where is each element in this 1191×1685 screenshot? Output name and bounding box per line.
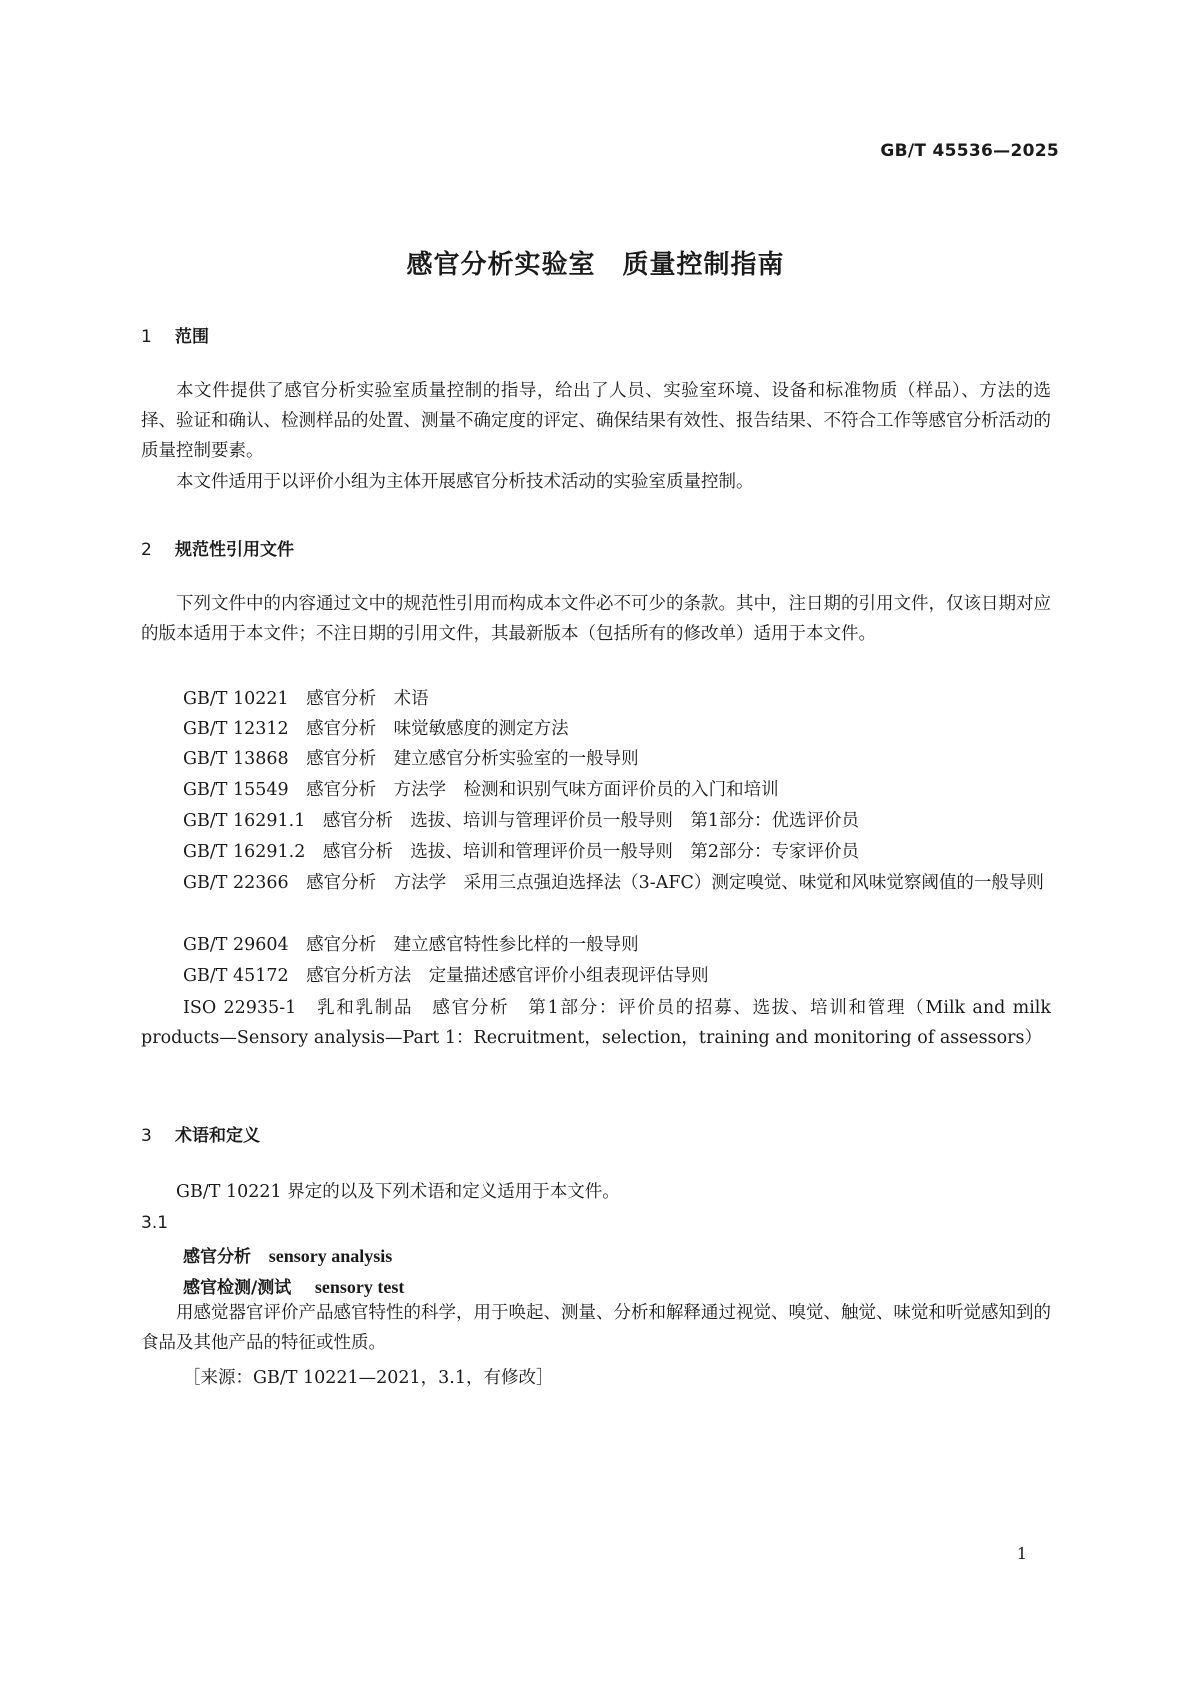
reference-item: ISO 22935-1 乳和乳制品 感官分析 第1部分：评价员的招募、选拔、培训和管理（Milk and milk products—Sensory analysis—Part 1：Recruitment，selection，training and monitoring of assessors） xyxy=(141,998,1051,1048)
reference-item: GB/T 16291.2 感官分析 选拔、培训和管理评价员一般导则 第2部分：专家评价员 xyxy=(183,842,859,862)
section-title: 术语和定义 xyxy=(175,1126,260,1146)
document-title: 感官分析实验室 质量控制指南 xyxy=(406,250,785,280)
section-title: 范围 xyxy=(175,327,209,347)
reference-item: GB/T 16291.1 感官分析 选拔、培训与管理评价员一般导则 第1部分：优选评价员 xyxy=(183,811,859,831)
section-number: 3 xyxy=(141,1126,152,1146)
section-heading-terms xyxy=(141,1121,260,1146)
reference-item: GB/T 10221 感官分析 术语 xyxy=(183,689,429,709)
reference-item: GB/T 13868 感官分析 建立感官分析实验室的一般导则 xyxy=(183,749,639,769)
reference-item: GB/T 15549 感官分析 方法学 检测和识别气味方面评价员的入门和培训 xyxy=(183,780,779,800)
term-english: sensory analysis xyxy=(268,1246,393,1266)
term-chinese: 感官检测/测试 xyxy=(183,1278,292,1298)
reference-item: GB/T 29604 感官分析 建立感官特性参比样的一般导则 xyxy=(183,935,639,955)
term-definition: 用感觉器官评价产品感官特性的科学，用于唤起、测量、分析和解释通过视觉、嗅觉、触觉、味觉和听觉感知到的食品及其他产品的特征或性质。 xyxy=(141,1303,1051,1353)
standard-code: GB/T 45536—2025 xyxy=(880,141,1059,161)
section-number: 2 xyxy=(141,540,152,560)
term-entry-admitted xyxy=(183,1273,404,1298)
scope-paragraph-2: 本文件适用于以评价小组为主体开展感官分析技术活动的实验室质量控制。 xyxy=(176,472,754,492)
reference-item: GB/T 22366 感官分析 方法学 采用三点强迫选择法（3-AFC）测定嗅觉、味觉和风味觉察阈值的一般导则 xyxy=(183,873,1044,893)
normative-intro-paragraph: 下列文件中的内容通过文中的规范性引用而构成本文件必不可少的条款。其中，注日期的引用文件，仅该日期对应的版本适用于本文件；不注日期的引用文件，其最新版本（包括所有的修改单）适用于本文件。 xyxy=(141,594,1051,644)
term-english: sensory test xyxy=(314,1277,405,1297)
clause-number: 3.1 xyxy=(141,1213,169,1233)
reference-item: GB/T 45172 感官分析方法 定量描述感官评价小组表现评估导则 xyxy=(183,966,709,986)
terms-intro-paragraph: GB/T 10221 界定的以及下列术语和定义适用于本文件。 xyxy=(176,1182,620,1202)
section-heading-scope xyxy=(141,322,209,347)
reference-item: GB/T 12312 感官分析 味觉敏感度的测定方法 xyxy=(183,719,569,739)
section-heading-normative-references xyxy=(141,535,294,560)
term-chinese: 感官分析 xyxy=(183,1247,251,1267)
term-source: ［来源：GB/T 10221—2021，3.1，有修改］ xyxy=(183,1368,554,1388)
term-entry-primary xyxy=(183,1242,392,1267)
page-number: 1 xyxy=(1016,1544,1027,1563)
section-title: 规范性引用文件 xyxy=(175,540,294,560)
scope-paragraph-1: 本文件提供了感官分析实验室质量控制的指导，给出了人员、实验室环境、设备和标准物质（样品）、方法的选择、验证和确认、检测样品的处置、测量不确定度的评定、确保结果有效性、报告结果、不符合工作等感官分析活动的质量控制要素。 xyxy=(141,381,1051,461)
section-number: 1 xyxy=(141,327,152,347)
